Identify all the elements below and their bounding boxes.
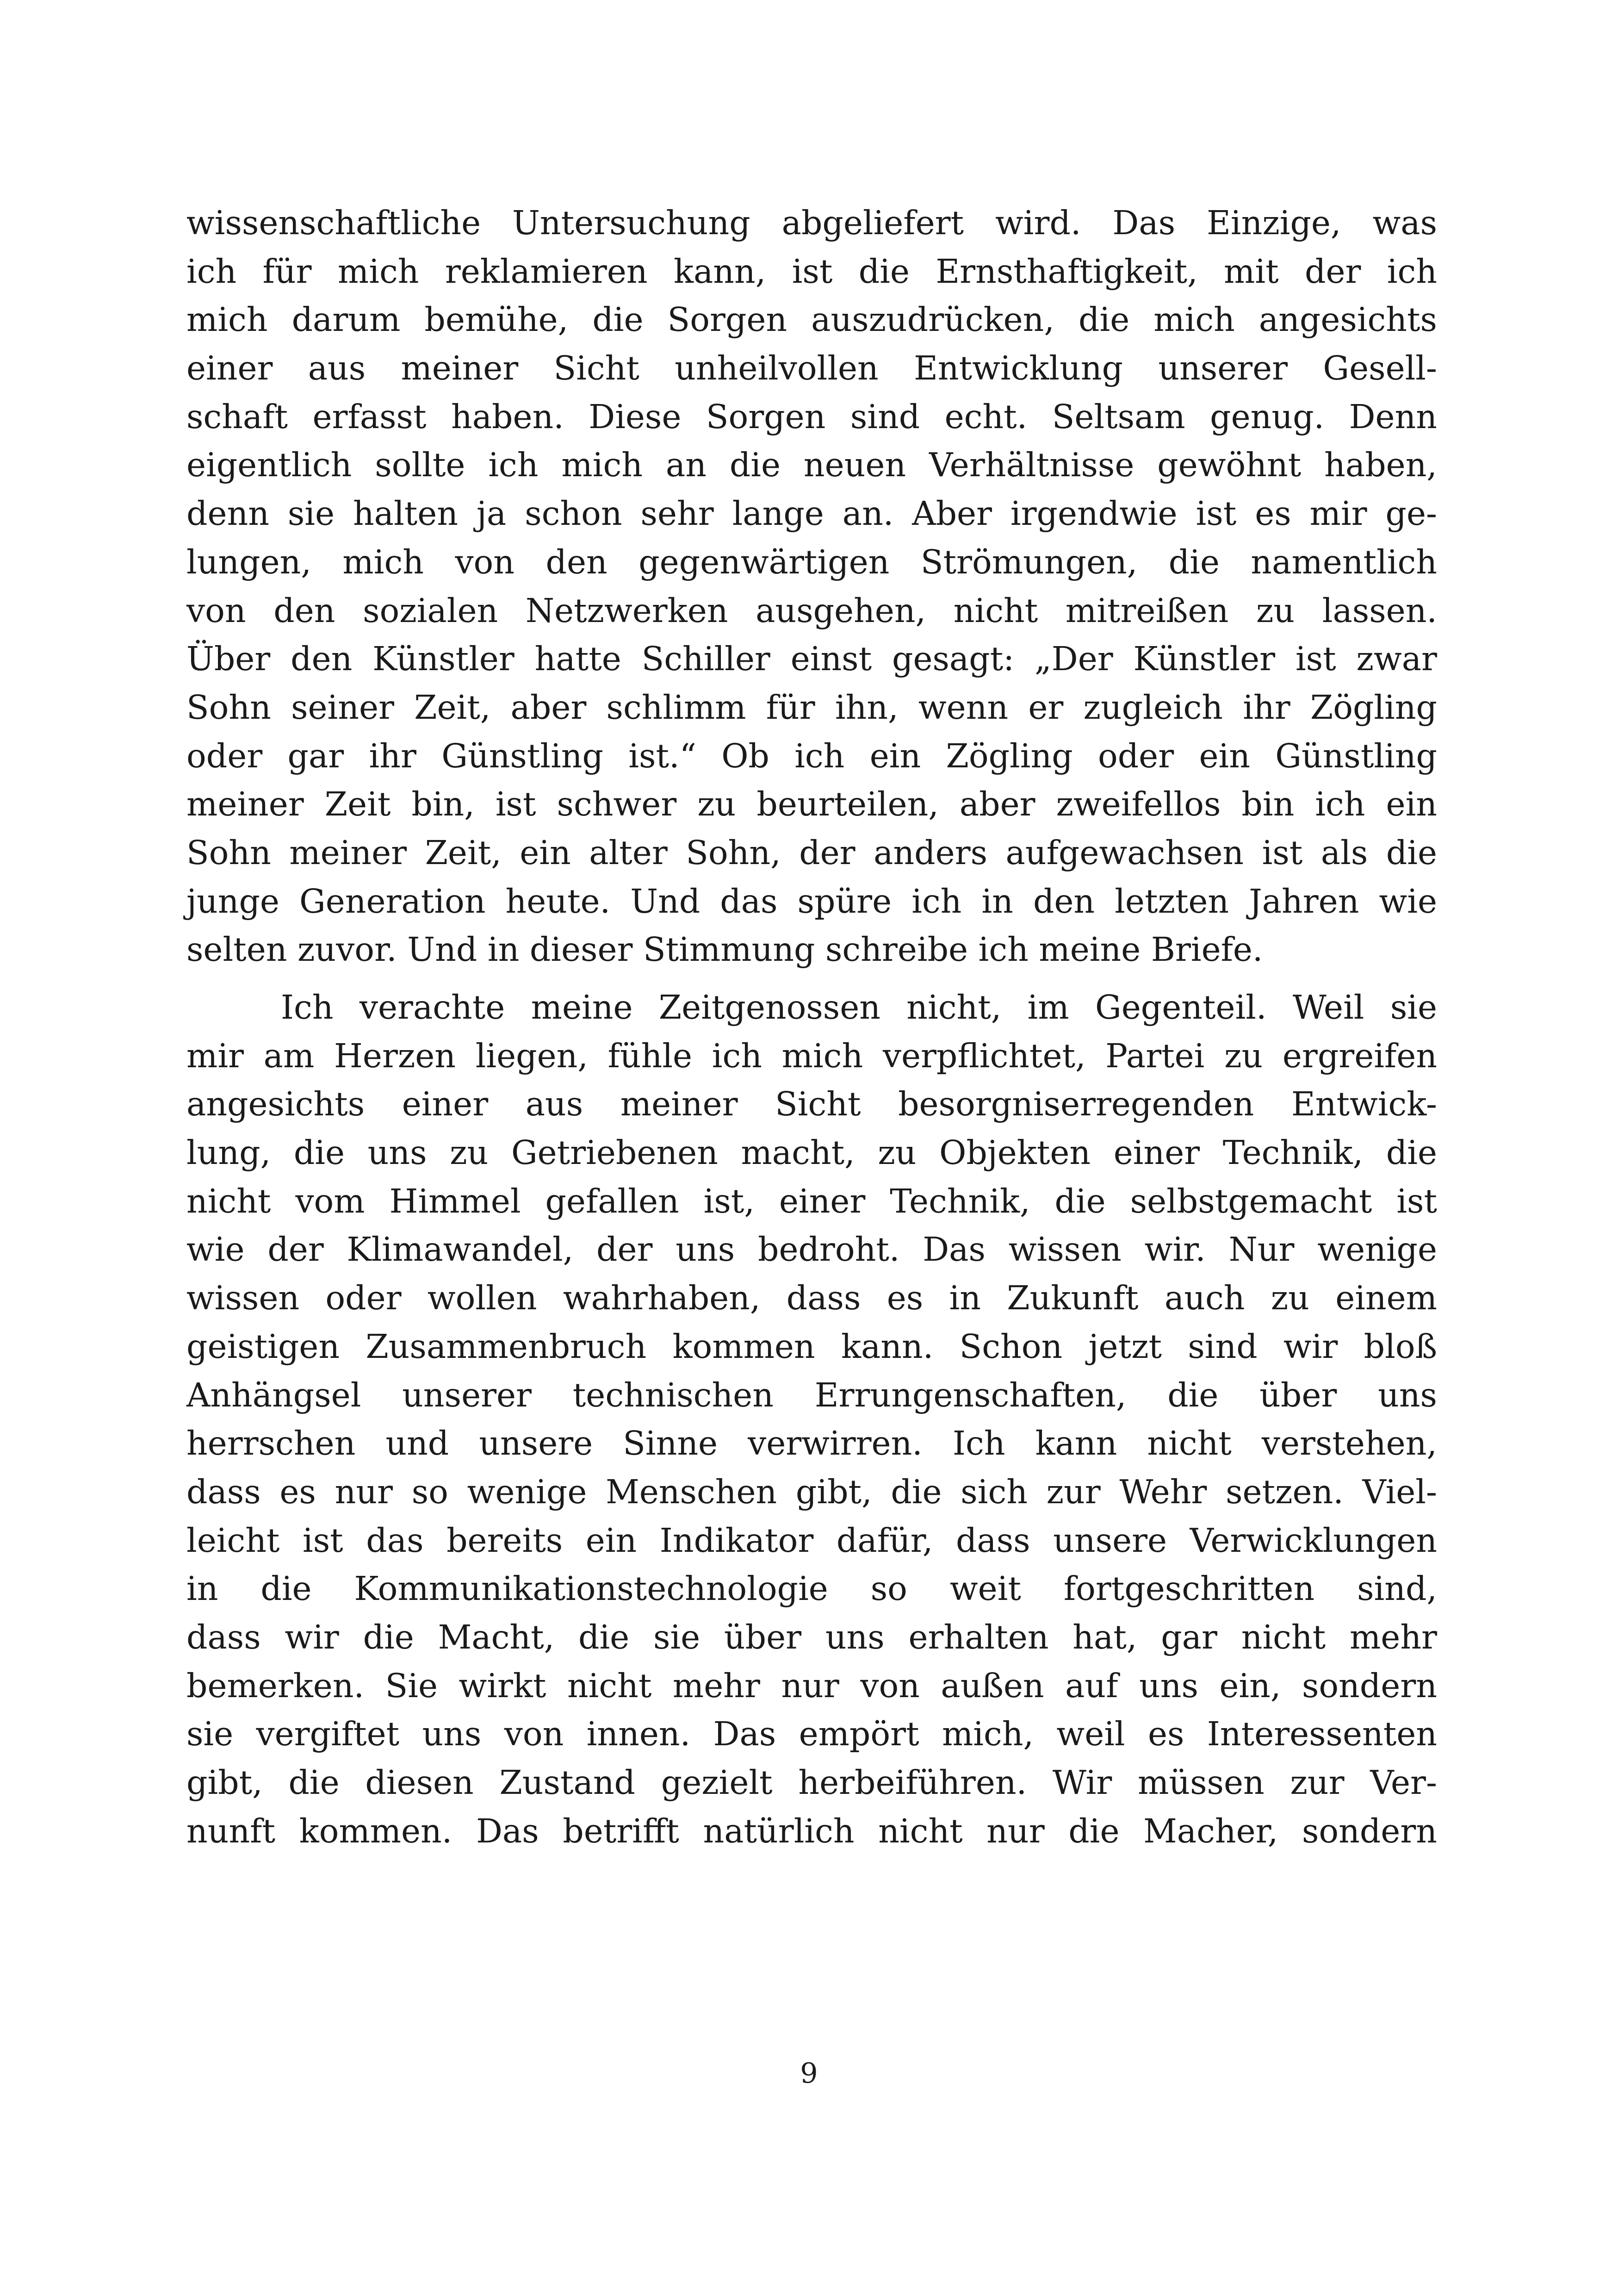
text-line: selten zuvor. Und in dieser Stimmung schreibe ich meine Briefe. bbox=[186, 930, 1263, 969]
text-line: Ich verachte meine Zeitgenossen nicht, im Gegenteil. Weil sie bbox=[281, 988, 1437, 1027]
text-line: ich für mich reklamieren kann, ist die Ernsthaftigkeit, mit der ich bbox=[186, 252, 1437, 291]
text-line: einer aus meiner Sicht unheilvollen Entwicklung unserer Gesell- bbox=[186, 349, 1437, 388]
text-line: wissenschaftliche Untersuchung abgeliefert wird. Das Einzige, was bbox=[186, 204, 1437, 242]
text-line: meiner Zeit bin, ist schwer zu beurteilen, aber zweifellos bin ich ein bbox=[186, 785, 1437, 824]
text-line: nicht vom Himmel gefallen ist, einer Technik, die selbstgemacht ist bbox=[186, 1182, 1437, 1220]
page-number: 9 bbox=[800, 2057, 818, 2090]
text-line: gibt, die diesen Zustand gezielt herbeiführen. Wir müssen zur Ver- bbox=[186, 1763, 1437, 1802]
text-line: in die Kommunikationstechnologie so weit fortgeschritten sind, bbox=[186, 1569, 1437, 1608]
text-line: oder gar ihr Günstling ist.“ Ob ich ein Zögling oder ein Günstling bbox=[186, 736, 1437, 775]
text-line: bemerken. Sie wirkt nicht mehr nur von außen auf uns ein, sondern bbox=[186, 1666, 1437, 1705]
text-line: angesichts einer aus meiner Sicht besorgniserregenden Entwick- bbox=[186, 1085, 1437, 1124]
body-text bbox=[186, 199, 1437, 1855]
text-line: dass es nur so wenige Menschen gibt, die sich zur Wehr setzen. Viel- bbox=[186, 1472, 1437, 1511]
text-line: geistigen Zusammenbruch kommen kann. Schon jetzt sind wir bloß bbox=[186, 1327, 1437, 1366]
text-line: Sohn meiner Zeit, ein alter Sohn, der anders aufgewachsen ist als die bbox=[186, 833, 1437, 872]
paragraph-2 bbox=[186, 983, 1437, 1855]
paragraph-spacer bbox=[186, 974, 1437, 983]
text-line: Sohn seiner Zeit, aber schlimm für ihn, wenn er zugleich ihr Zögling bbox=[186, 688, 1437, 727]
text-line: wissen oder wollen wahrhaben, dass es in Zukunft auch zu einem bbox=[186, 1279, 1437, 1318]
text-line: nunft kommen. Das betrifft natürlich nicht nur die Macher, sondern bbox=[186, 1811, 1437, 1850]
text-line: Anhängsel unserer technischen Errungenschaften, die über uns bbox=[186, 1375, 1437, 1414]
text-line: leicht ist das bereits ein Indikator dafür, dass unsere Verwicklungen bbox=[186, 1521, 1437, 1560]
text-line: dass wir die Macht, die sie über uns erhalten hat, gar nicht mehr bbox=[186, 1618, 1437, 1656]
text-line: schaft erfasst haben. Diese Sorgen sind echt. Seltsam genug. Denn bbox=[186, 397, 1437, 436]
text-line: junge Generation heute. Und das spüre ich in den letzten Jahren wie bbox=[186, 882, 1437, 921]
text-line: von den sozialen Netzwerken ausgehen, nicht mitreißen zu lassen. bbox=[186, 591, 1437, 630]
text-line: mir am Herzen liegen, fühle ich mich verpflichtet, Partei zu ergreifen bbox=[186, 1036, 1437, 1075]
text-line: herrschen und unsere Sinne verwirren. Ich kann nicht verstehen, bbox=[186, 1424, 1437, 1463]
text-line: denn sie halten ja schon sehr lange an. Aber irgendwie ist es mir ge- bbox=[186, 494, 1437, 533]
text-line: lung, die uns zu Getriebenen macht, zu Objekten einer Technik, die bbox=[186, 1133, 1437, 1172]
text-line: eigentlich sollte ich mich an die neuen Verhältnisse gewöhnt haben, bbox=[186, 446, 1437, 485]
text-line: mich darum bemühe, die Sorgen auszudrücken, die mich angesichts bbox=[186, 300, 1437, 339]
paragraph-1 bbox=[186, 199, 1437, 974]
text-line: sie vergiftet uns von innen. Das empört mich, weil es Interessenten bbox=[186, 1715, 1437, 1754]
text-line: lungen, mich von den gegenwärtigen Strömungen, die namentlich bbox=[186, 542, 1437, 581]
text-line: Über den Künstler hatte Schiller einst gesagt: „Der Künstler ist zwar bbox=[186, 640, 1437, 678]
text-line: wie der Klimawandel, der uns bedroht. Das wissen wir. Nur wenige bbox=[186, 1230, 1437, 1269]
